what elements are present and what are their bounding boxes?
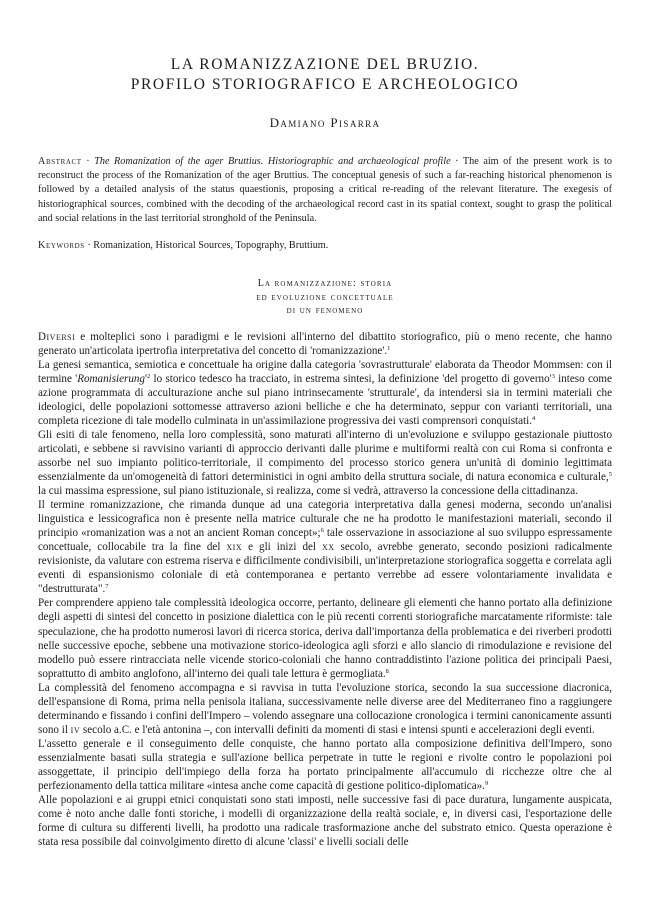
body-text	[38, 330, 612, 850]
paragraph-text: la cui massima espressione, sul piano istituzionale, si realizza, come si vedrà, attraverso la concessione della cittadinanza.	[38, 485, 579, 498]
abstract-text: · The aim of the present work is to reconstruct the process of the Romanization of the ager Bruttius. The conceptual genesis of such a far-reaching historical phenomenon is followed by a detailed analysis of the status quaestionis, proposing a critical re-reading of the relevant literature. The exegesis of historiographical sources, combined with the decoding of the archaeological record cast in its spatial context, sought to grasp the political and social relations in the last territorial stronghold of the Peninsula.	[38, 156, 612, 224]
paragraph-text: La genesi semantica, semiotica e concettuale ha origine dalla categoria 'sovrastrutturale' elaborata da Theodor Mommsen: con il termine '	[38, 358, 612, 385]
footnote-ref[interactable]: 4	[532, 414, 536, 422]
abstract-label: Abstract	[38, 156, 82, 167]
footnote-ref[interactable]: 1	[387, 344, 391, 352]
paragraph-text: lo storico tedesco ha tracciato, in estrema sintesi, la definizione 'del progetto di governo'	[150, 372, 552, 385]
keywords-separator: ·	[84, 240, 94, 252]
century-numeral: iv	[70, 723, 81, 736]
section-heading-line-3: di un fenomeno	[286, 305, 364, 317]
paragraph-text: Gli esiti di tale fenomeno, nella loro complessità, sono maturati all'interno di un'evoluzione e sviluppo gestazionale piuttosto articolati, e sebbene si ravvisino varianti di approccio derivanti dalle plurime e multiformi realtà con cui Roma si confronta e assorbe nel suo impianto politico-territoriale, il compimento del processo storico genera un'unità di dominio legittimata essenzialmente da un'omogeneità di fattori deterministici in ogni ambito della struttura sociale, di natura economica e culturale,	[38, 428, 612, 483]
paragraph-7	[38, 737, 612, 793]
century-numeral: xix	[226, 541, 243, 554]
paragraph-text: La complessità del fenomeno accompagna e si ravvisa in tutta l'evoluzione storica, secondo la sua successione diacronica, dell'espansione di Roma, prima nella penisola italiana, successivamente nelle diverse aree del Mediterraneo fino a raggiungere determinando e fissando i confini dell'Impero – volendo assegnare una collocazione cronologica i termini canonicamente assunti sono il	[38, 681, 612, 736]
italic-term: Romanisierung	[77, 372, 145, 385]
paragraph-text: L'assetto generale e il conseguimento delle conquiste, che hanno portato alla composizione definitiva dell'Impero, sono essenzialmente basati sulla strategia e sull'azione bellica perpetrate in tutte le regioni e rivolte contro le popolazioni poi assoggettate, il principio dell'impiego della forza ha portato principalmente all'accumulo di ricchezze oltre che al perfezionamento della tattica militare «intesa anche come capacità di gestione politico-diplomatica».	[38, 737, 612, 793]
footnote-ref[interactable]: 7	[105, 583, 109, 591]
author-name: Damiano Pisarra	[269, 115, 381, 130]
paragraph-4	[38, 498, 612, 596]
paragraph-8	[38, 793, 612, 849]
paragraph-text: Il termine romanizzazione, che rimanda dunque ad una categoria interpretativa dalla genesi moderna, secondo un'analisi linguistica e lessicografica non è presente nella matrice culturale che ne ha prodotto le manifestazioni materiali, secondo il principio «romanization was a not an ancient Roman concept»;	[38, 499, 612, 540]
section-heading	[38, 277, 612, 318]
section-heading-line-1: La romanizzazione: storia	[257, 278, 393, 290]
abstract-title: The Romanization of the ager Bruttius. Historiographic and archaeological profile	[94, 156, 451, 167]
section-heading-line-2: ed evoluzione concettuale	[256, 291, 394, 303]
footnote-ref[interactable]: 5	[608, 470, 612, 478]
paragraph-2	[38, 358, 612, 428]
footnote-ref[interactable]: 6	[320, 527, 324, 535]
paragraph-6	[38, 681, 612, 737]
keywords	[38, 239, 612, 253]
footnote-ref[interactable]: 9	[484, 780, 489, 788]
paragraph-1	[38, 330, 612, 358]
opening-word: Diversi	[38, 330, 76, 343]
abstract	[38, 155, 612, 226]
footnote-ref[interactable]: 8	[385, 667, 389, 675]
keywords-text: Romanization, Historical Sources, Topography, Bruttium.	[93, 240, 329, 252]
abstract-separator: ·	[81, 156, 95, 167]
paragraph-5	[38, 596, 612, 680]
footnote-ref[interactable]: 3	[551, 372, 555, 380]
article-title-line-2: PROFILO STORIOGRAFICO E ARCHEOLOGICO	[130, 76, 520, 93]
footnote-ref[interactable]: 2	[146, 372, 151, 380]
paragraph-3	[38, 428, 612, 498]
paragraph-text: e gli inizi del	[242, 541, 322, 554]
paragraph-text: Alle popolazioni e ai gruppi etnici conquistati sono stati imposti, nelle successive fasi di pace duratura, lungamente auspicata, come è noto anche dalle fonti storiche, i modelli di organizzazione della realtà sociale, e, in diversi casi, l'esportazione delle forme di cultura su differenti livelli, ha prodotto una radicale trasformazione anche del substrato etnico. Questa operazione è stata resa possibile dal coinvolgimento diretto di alcune 'classi' e livelli sociali delle	[38, 794, 612, 849]
paragraph-text: inteso come azione programmata di acculturazione anche sul piano intrinsecamente 'strutturale', da intendersi sia in termini materiali che ideologici, delle popolazioni sottomesse attraverso azioni belliche e che ha determinato, seppur con varianti territoriali, una completa ricezione di tale modello culminata in un'assimilazione progressiva dei vasti comprensori conquistati.	[38, 372, 612, 427]
keywords-label: Keywords	[38, 240, 85, 252]
paragraph-text: secolo, avrebbe generato, secondo posizioni radicalmente revisioniste, da valutare con estrema riserva e difficilmente condivisibili, un'interpretazione storiografica soggetta e correlata agli eventi di espansionismo coloniale di età contemporanea e pertanto verrebbe ad essere volontariamente invalidata e "destrutturata".	[38, 541, 613, 596]
article-title-line-1: LA ROMANIZZAZIONE DEL BRUZIO.	[170, 56, 480, 73]
paragraph-text: tale osservazione in associazione al suo sviluppo espressamente concettuale, collocabile tra la fine del	[38, 527, 613, 554]
paragraph-text: '	[144, 372, 147, 385]
century-numeral: xx	[322, 541, 335, 554]
paragraph-text: e molteplici sono i paradigmi e le revisioni all'interno del dibattito storiografico, più o meno recente, che hanno generato un'articolata ipertrofia interpretativa del concetto di 'romanizzazione'.	[38, 330, 612, 357]
paragraph-text: secolo a.C. e l'età antonina –, con intervalli definiti da momenti di stasi e intensi spunti e accelerazioni degli eventi.	[80, 723, 595, 736]
paragraph-text: Per comprendere appieno tale complessità ideologica occorre, pertanto, delineare gli elementi che hanno portato alla definizione degli aspetti di sintesi del concetto in posizione dialettica con le più recenti correnti storiografiche marcatamente riformiste: tale speculazione, che ha prodotto numerosi lavori di ricerca storica, deriva dall'importanza della problematica e dei riverberi prodotti nelle successive epoche, sebbene una motivazione storico-ideologica agli sforzi e allo slancio di rimodulazione e revisione del modello può essere rintracciata nelle vicende storico-coloniali che hanno contraddistinto l'azione politica dei principali Paesi, soprattutto di ambito anglofono, all'interno dei quali tale lettura è germogliata.	[38, 597, 612, 680]
